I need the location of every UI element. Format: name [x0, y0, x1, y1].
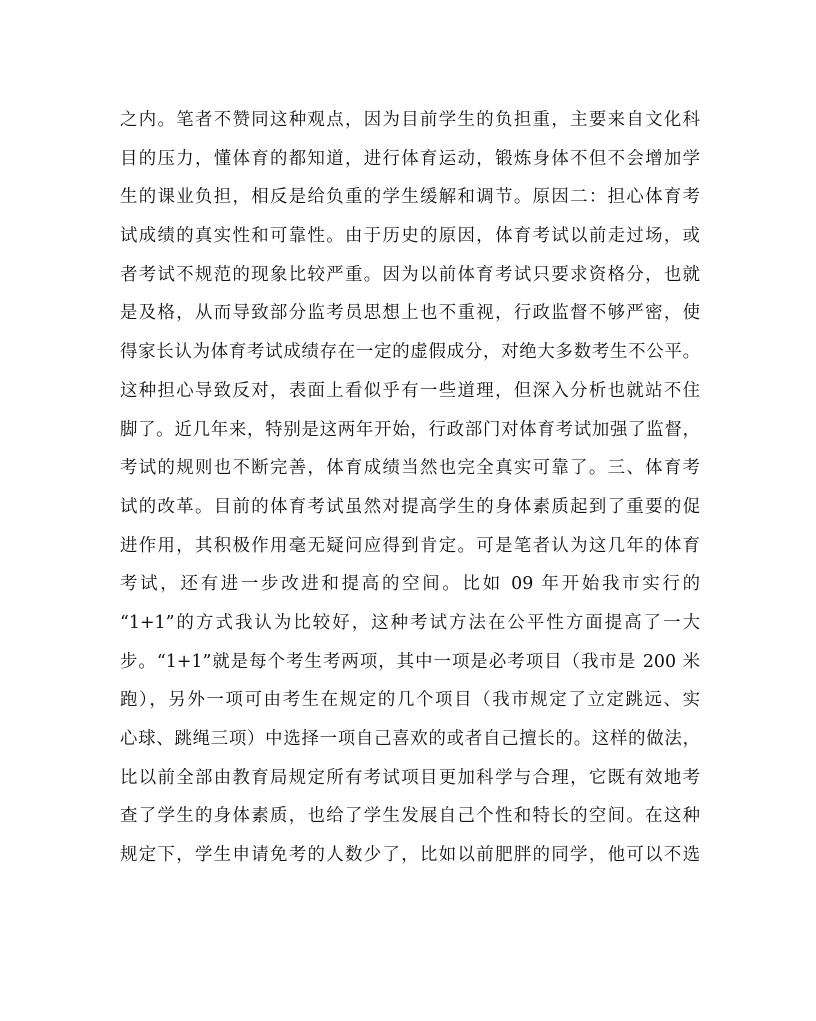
text-line-20: 规定下，学生申请免考的人数少了，比如以前肥胖的同学，他可以不选 — [120, 845, 700, 866]
text-line-15: 步。“1+1”就是每个考生考两项，其中一项是必考项目（我市是 200 米 — [120, 651, 700, 672]
text-line-9: 脚了。近几年来，特别是这两年开始，行政部门对体育考试加强了监督， — [120, 419, 700, 440]
text-line-10: 考试的规则也不断完善，体育成绩当然也完全真实可靠了。三、体育考 — [120, 458, 700, 479]
text-line-2: 目的压力，懂体育的都知道，进行体育运动，锻炼身体不但不会增加学 — [120, 148, 700, 169]
text-line-12: 进作用，其积极作用毫无疑问应得到肯定。可是笔者认为这几年的体育 — [120, 535, 700, 556]
text-line-6: 是及格，从而导致部分监考员思想上也不重视，行政监督不够严密，使 — [120, 303, 700, 324]
text-line-7: 得家长认为体育考试成绩存在一定的虚假成分，对绝大多数考生不公平。 — [120, 342, 700, 363]
text-line-1: 之内。笔者不赞同这种观点，因为目前学生的负担重，主要来自文化科 — [120, 110, 700, 130]
text-line-17: 心球、跳绳三项）中选择一项自己喜欢的或者自己擅长的。这样的做法， — [120, 729, 700, 749]
text-line-5: 者考试不规范的现象比较严重。因为以前体育考试只要求资格分，也就 — [120, 264, 700, 285]
text-line-8: 这种担心导致反对，表面上看似乎有一些道理，但深入分析也就站不住 — [120, 380, 700, 401]
text-line-11: 试的改革。目前的体育考试虽然对提高学生的身体素质起到了重要的促 — [120, 496, 700, 517]
text-line-13: 考试，还有进一步改进和提高的空间。比如 09 年开始我市实行的 — [120, 574, 700, 595]
text-line-19: 查了学生的身体素质，也给了学生发展自己个性和特长的空间。在这种 — [120, 806, 700, 827]
text-line-14: “1+1”的方式我认为比较好，这种考试方法在公平性方面提高了一大 — [120, 612, 700, 633]
text-line-3: 生的课业负担，相反是给负重的学生缓解和调节。原因二：担心体育考 — [120, 187, 700, 208]
text-line-16: 跑），另外一项可由考生在规定的几个项目（我市规定了立定跳远、实 — [120, 690, 700, 711]
text-line-18: 比以前全部由教育局规定所有考试项目更加科学与合理，它既有效地考 — [120, 767, 700, 788]
body-text — [120, 101, 700, 875]
text-line-4: 试成绩的真实性和可靠性。由于历史的原因，体育考试以前走过场，或 — [120, 226, 700, 247]
